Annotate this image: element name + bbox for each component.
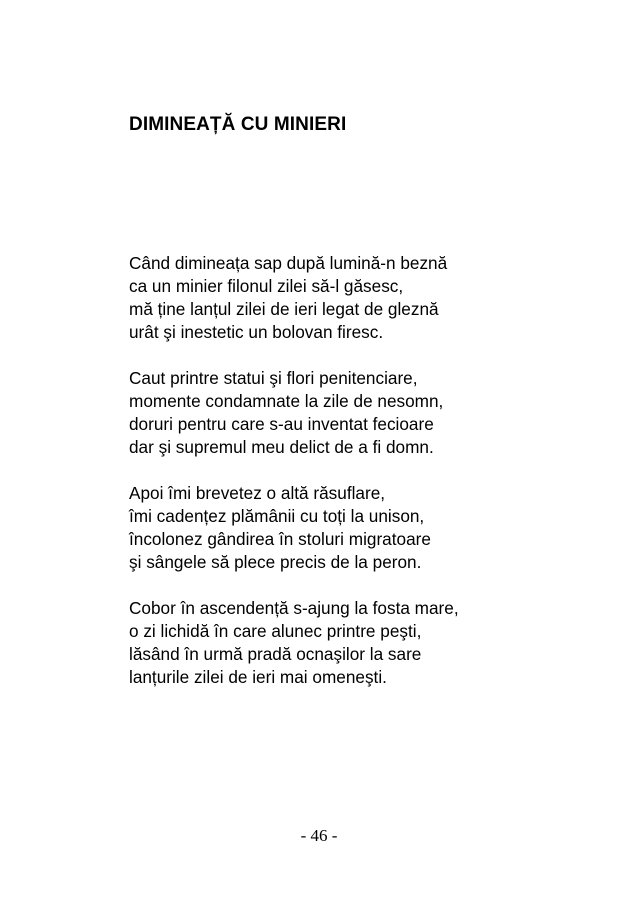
poem-line: o zi lichidă în care alunec printre peşti, [129, 621, 422, 641]
poem-title: DIMINEAȚĂ CU MINIERI [129, 114, 347, 135]
stanza-3 [129, 482, 569, 574]
poem-line: Caut printre statui şi flori penitenciare, [129, 368, 418, 388]
poem-line: doruri pentru care s-au inventat fecioare [129, 414, 434, 434]
page-number: - 46 - [300, 826, 338, 845]
poem-line: mă ține lanțul zilei de ieri legat de gleznă [129, 299, 439, 319]
stanza-4 [129, 597, 569, 689]
poem-line: urât şi inestetic un bolovan firesc. [129, 322, 384, 342]
poem-line: dar şi supremul meu delict de a fi domn. [129, 437, 434, 457]
poem-line: încolonez gândirea în stoluri migratoare [129, 529, 431, 549]
poem-line: şi sângele să plece precis de la peron. [129, 552, 422, 572]
poem-body [129, 252, 569, 712]
poem-line: momente condamnate la zile de nesomn, [129, 391, 444, 411]
poem-line: îmi cadențez plămânii cu toți la unison, [129, 506, 425, 526]
poem-line: Când dimineața sap după lumină-n beznă [129, 253, 448, 273]
poem-line: Apoi îmi brevetez o altă răsuflare, [129, 483, 386, 503]
stanza-1 [129, 252, 569, 344]
stanza-2 [129, 367, 569, 459]
poem-line: lanțurile zilei de ieri mai omeneşti. [129, 667, 387, 687]
poem-line: ca un minier filonul zilei să-l găsesc, [129, 276, 404, 296]
poem-line: Cobor în ascendență s-ajung la fosta mare, [129, 598, 459, 618]
poem-line: lăsând în urmă pradă ocnaşilor la sare [129, 644, 422, 664]
